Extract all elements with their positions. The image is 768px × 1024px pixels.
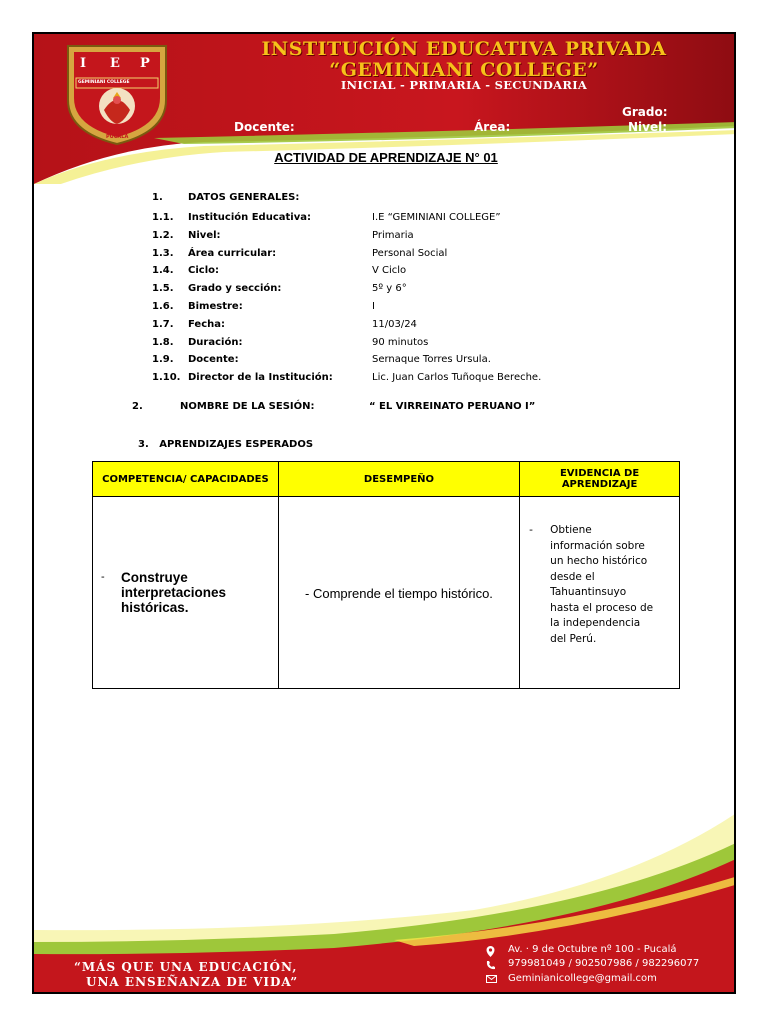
header-evidencia: EVIDENCIA DE APRENDIZAJE — [520, 462, 680, 497]
area-label: Área: — [474, 120, 511, 134]
footer-quote-line1: “MÁS QUE UNA EDUCACIÓN, — [74, 960, 298, 974]
competencia-line: interpretaciones — [121, 585, 227, 600]
location-pin-icon — [486, 946, 495, 960]
general-data-label: Grado y sección: — [188, 283, 282, 295]
document-page — [32, 32, 736, 994]
header-desempeno: DESEMPEÑO — [278, 462, 519, 497]
footer-email: Geminianicollege@gmail.com — [508, 973, 657, 984]
footer-phones: 979981049 / 902507986 / 982296077 — [508, 958, 700, 969]
crest-city-text: PUCALA — [106, 134, 129, 140]
table-row — [93, 497, 680, 689]
general-data-value: 5º y 6° — [372, 283, 407, 295]
general-data-value: 90 minutos — [372, 336, 429, 348]
desempeno-cell — [278, 497, 519, 689]
section-3-title: 3. APRENDIZAJES ESPERADOS — [138, 439, 314, 450]
desempeno-text: - Comprende el tiempo histórico. — [305, 586, 493, 601]
evidencia-line: del Perú. — [550, 632, 597, 645]
general-data-value: Sernaque Torres Ursula. — [372, 354, 491, 366]
general-data-value: I — [372, 301, 375, 312]
bullet-dash: - — [101, 571, 105, 583]
evidencia-line: la independencia — [550, 617, 641, 629]
crest-letter-i: I — [80, 56, 87, 71]
general-data-number: 1.8. — [152, 336, 174, 348]
general-data-label: Docente: — [188, 354, 239, 366]
general-data-label: Institución Educativa: — [188, 212, 311, 223]
general-data-label: Área curricular: — [188, 247, 277, 259]
competencia-line: Construye — [121, 570, 188, 585]
general-data-label: Director de la Institución: — [188, 372, 333, 384]
school-name: “GEMINIANI COLLEGE” — [329, 59, 599, 81]
general-data-value: Personal Social — [372, 247, 448, 259]
institution-title: INSTITUCIÓN EDUCATIVA PRIVADA — [261, 38, 667, 60]
section-1-title: DATOS GENERALES: — [188, 192, 300, 203]
evidencia-line: desde el — [550, 570, 595, 583]
general-data-number: 1.1. — [152, 212, 174, 223]
general-data-value: Primaria — [372, 229, 414, 241]
evidencia-line: información sobre — [550, 539, 645, 552]
activity-title: ACTIVIDAD DE APRENDIZAJE N° 01 — [274, 150, 498, 165]
mail-icon — [486, 975, 497, 986]
general-data-number: 1.9. — [152, 354, 174, 366]
general-data-number: 1.2. — [152, 229, 174, 241]
crest-letter-p: P — [140, 56, 150, 71]
table-header-row — [93, 462, 680, 497]
general-data-number: 1.3. — [152, 247, 174, 259]
general-data-label: Bimestre: — [188, 301, 243, 312]
footer-address: Av. · 9 de Octubre nº 100 - Pucalá — [508, 944, 677, 955]
general-data-value: 11/03/24 — [372, 318, 417, 330]
competencia-line: históricas. — [121, 600, 189, 615]
competencia-cell — [93, 497, 279, 689]
general-data-number: 1.7. — [152, 318, 174, 330]
evidencia-line: hasta el proceso de — [550, 601, 654, 614]
grado-label: Grado: — [622, 105, 668, 119]
phone-icon — [486, 960, 496, 973]
section-1-number: 1. — [152, 192, 163, 203]
general-data-label: Fecha: — [188, 318, 226, 330]
competency-table — [92, 461, 680, 689]
crest-banner-text: GEMINIANI COLLEGE — [78, 80, 130, 85]
footer-quote-line2: UNA ENSEÑANZA DE VIDA” — [86, 975, 299, 989]
general-data-number: 1.5. — [152, 283, 174, 295]
evidencia-line: un hecho histórico — [550, 555, 648, 567]
general-data-label: Duración: — [188, 336, 243, 348]
bullet-dash: - — [529, 524, 533, 536]
general-data-number: 1.4. — [152, 265, 174, 277]
session-name: “ EL VIRREINATO PERUANO I” — [369, 401, 536, 412]
general-data-number: 1.10. — [152, 372, 181, 384]
evidencia-line: Obtiene — [550, 524, 592, 536]
evidencia-cell — [520, 497, 680, 689]
general-data-label: Nivel: — [188, 229, 221, 241]
docente-label: Docente: — [234, 120, 295, 134]
general-data-value: I.E “GEMINIANI COLLEGE” — [372, 212, 501, 223]
general-data-value: V Ciclo — [372, 265, 407, 277]
general-data-value: Lic. Juan Carlos Tuñoque Bereche. — [372, 372, 542, 384]
section-2-number: 2. — [132, 401, 143, 412]
evidencia-line: Tahuantinsuyo — [550, 586, 627, 598]
nivel-label: Nivel: — [628, 120, 668, 134]
general-data-label: Ciclo: — [188, 265, 219, 277]
session-label: NOMBRE DE LA SESIÓN: — [180, 401, 315, 412]
crest-letter-e: E — [110, 56, 120, 71]
general-data-number: 1.6. — [152, 301, 174, 312]
header-competencia: COMPETENCIA/ CAPACIDADES — [93, 462, 279, 497]
levels-subtitle: INICIAL - PRIMARIA - SECUNDARIA — [340, 78, 588, 92]
